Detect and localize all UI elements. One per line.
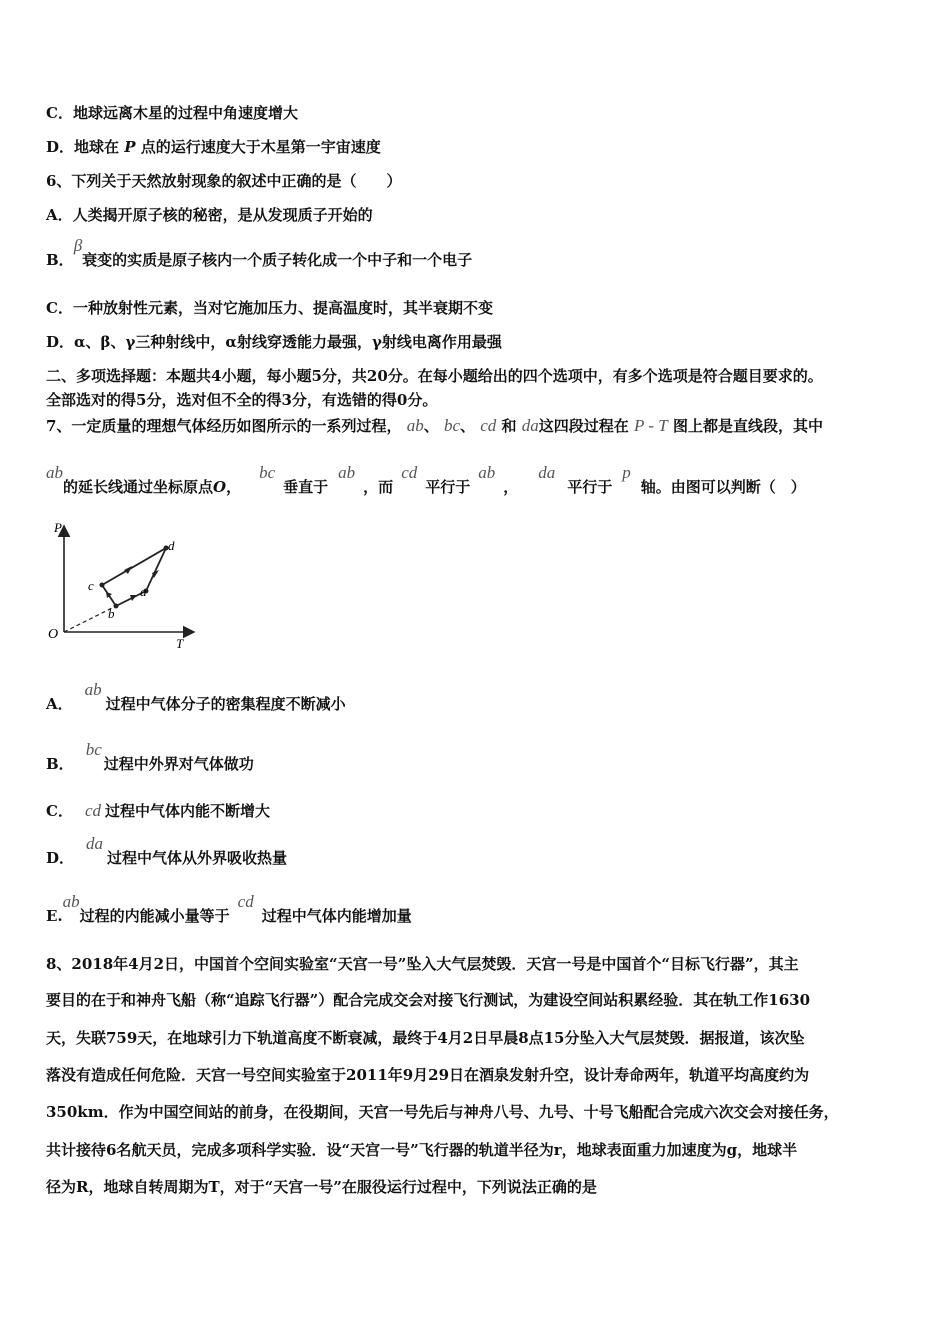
q7-option-b [46, 740, 254, 774]
q7-stem-mid: 这四段过程在 [538, 417, 629, 435]
q5-option-d-suffix: 点的运行速度大于木星第一宇宙速度 [140, 138, 381, 156]
q7-sep: 、 [459, 417, 475, 435]
section2-header-line1: 二、多项选择题：本题共4小题，每小题5分，共20分。在每小题给出的四个选项中，有多个选项是符合题目要求的。 [46, 367, 823, 385]
q7-ab: ab [84, 680, 102, 699]
q7-and: 和 [501, 417, 517, 435]
q5-option-d-prefix: D．地球在 [46, 138, 120, 156]
section2-header-line2: 全部选对的得5分，选对但不全的得3分，有选错的得0分。 [46, 391, 438, 409]
q7-option-c [46, 801, 270, 821]
q7-da: da [86, 834, 104, 853]
p-axis-label: P [54, 520, 62, 535]
q7-bc: bc [443, 416, 460, 435]
q6-option-b [46, 236, 473, 270]
q8-line-7: 径为R，地球自转周期为T，对于“天宫一号”在服役运行过程中，下列说法正确的是 [46, 1178, 597, 1196]
q7-option-a [46, 680, 346, 714]
label-d: d [168, 538, 175, 553]
label-a: a [140, 584, 147, 599]
q7-option-e [46, 892, 412, 926]
arrow-cd [124, 566, 132, 574]
q6-option-c: C．一种放射性元素，当对它施加压力、提高温度时，其半衰期不变 [46, 299, 493, 317]
q5-option-d-point: P [124, 138, 136, 156]
q8-line-1: 8、2018年4月2日，中国首个空间实验室“天宫一号”坠入大气层焚毁．天宫一号是中国首个“目标飞行器”，其主 [46, 955, 799, 973]
q7-ab: ab [338, 463, 356, 482]
option-text: 过程中气体内能增加量 [261, 907, 412, 925]
q7-cd: cd [84, 801, 101, 820]
q7-stem-text: 平行于 [425, 478, 471, 496]
q6-option-b-text: 衰变的实质是原子核内一个质子转化成一个中子和一个电子 [82, 251, 473, 269]
option-label: C． [46, 802, 73, 820]
q7-cd: cd [480, 416, 497, 435]
q8-line-3: 天，失联759天，在地球引力下轨道高度不断衰减，最终于4月2日早晨8点15分坠入大气层焚毁．据报道，该次坠 [46, 1029, 805, 1047]
q7-stem-text: ， [503, 478, 519, 496]
option-text: 过程中外界对气体做功 [103, 755, 254, 773]
q6-stem: 6、下列关于天然放射现象的叙述中正确的是（ ） [46, 172, 402, 190]
q7-stem-line1 [46, 416, 823, 436]
q7-option-d [46, 834, 288, 868]
q7-origin: O [213, 478, 227, 496]
q7-da: da [538, 463, 556, 482]
t-axis-label: T [176, 636, 184, 651]
option-text: 过程中气体从外界吸收热量 [107, 849, 288, 867]
arrow-ab [130, 595, 137, 601]
q7-stem-text: 轴。由图可以判断（ ） [640, 478, 806, 496]
q6-option-a: A．人类揭开原子核的秘密，是从发现质子开始的 [46, 206, 373, 224]
q7-p: p [622, 463, 631, 482]
q7-stem-tail: 图上都是直线段，其中 [672, 417, 823, 435]
q7-sep: 、 [423, 417, 439, 435]
q7-stem-text: 垂直于 [283, 478, 329, 496]
q6-option-d: D．α、β、γ三种射线中，α射线穿透能力最强，γ射线电离作用最强 [46, 333, 502, 351]
q7-pt-graph: P - T [634, 416, 668, 435]
option-text: 过程中气体分子的密集程度不断减小 [105, 695, 346, 713]
q7-stem-text: 平行于 [567, 478, 613, 496]
q8-line-4: 落没有造成任何危险．天宫一号空间实验室于2011年9月29日在酒泉发射升空，设计寿命两年，轨道平均高度约为 [46, 1066, 810, 1084]
option-label: D． [46, 849, 75, 867]
q6-option-b-label: B． [46, 251, 74, 269]
point-c [100, 583, 105, 588]
q7-cd: cd [401, 463, 418, 482]
beta-symbol: β [73, 236, 83, 255]
q7-ab: ab [46, 463, 63, 482]
option-text: 过程中气体内能不断增大 [105, 802, 271, 820]
q5-option-c: C．地球远离木星的过程中角速度增大 [46, 104, 298, 122]
q7-comma: ， [226, 478, 242, 496]
q7-stem-line2 [46, 463, 806, 497]
option-label: E. [46, 907, 63, 925]
option-label: B． [46, 755, 74, 773]
option-text: 过程的内能减小量等于 [79, 907, 230, 925]
q7-ab: ab [62, 892, 80, 911]
q8-line-6: 共计接待6名航天员，完成多项科学实验．设“天宫一号”飞行器的轨道半径为r，地球表面重力加速度为g，地球半 [46, 1141, 798, 1159]
q7-stem-text: 的延长线通过坐标原点 [63, 478, 214, 496]
origin-label: O [48, 627, 59, 642]
q7-pt-diagram [44, 518, 204, 653]
q8-line-2: 要目的在于和神舟飞船（称“追踪飞行器”）配合完成交会对接飞行测试，为建设空间站积累经验．其在轨工作1630 [46, 991, 811, 1009]
q5-option-d [46, 137, 381, 157]
label-b: b [108, 606, 115, 621]
option-label: A． [46, 695, 73, 713]
q7-bc: bc [259, 463, 276, 482]
q7-da: da [521, 416, 539, 435]
q8-line-5: 350km．作为中国空间站的前身，在役期间，天宫一号先后与神舟八号、九号、十号飞船配合完成六次交会对接任务， [46, 1103, 839, 1121]
q7-ab: ab [478, 463, 496, 482]
q7-stem-text: ，而 [363, 478, 394, 496]
label-c: c [88, 578, 94, 593]
q7-ab: ab [406, 416, 424, 435]
q7-cd: cd [237, 892, 254, 911]
q7-bc: bc [85, 740, 102, 759]
q7-stem-intro: 7、一定质量的理想气体经历如图所示的一系列过程， [46, 417, 402, 435]
